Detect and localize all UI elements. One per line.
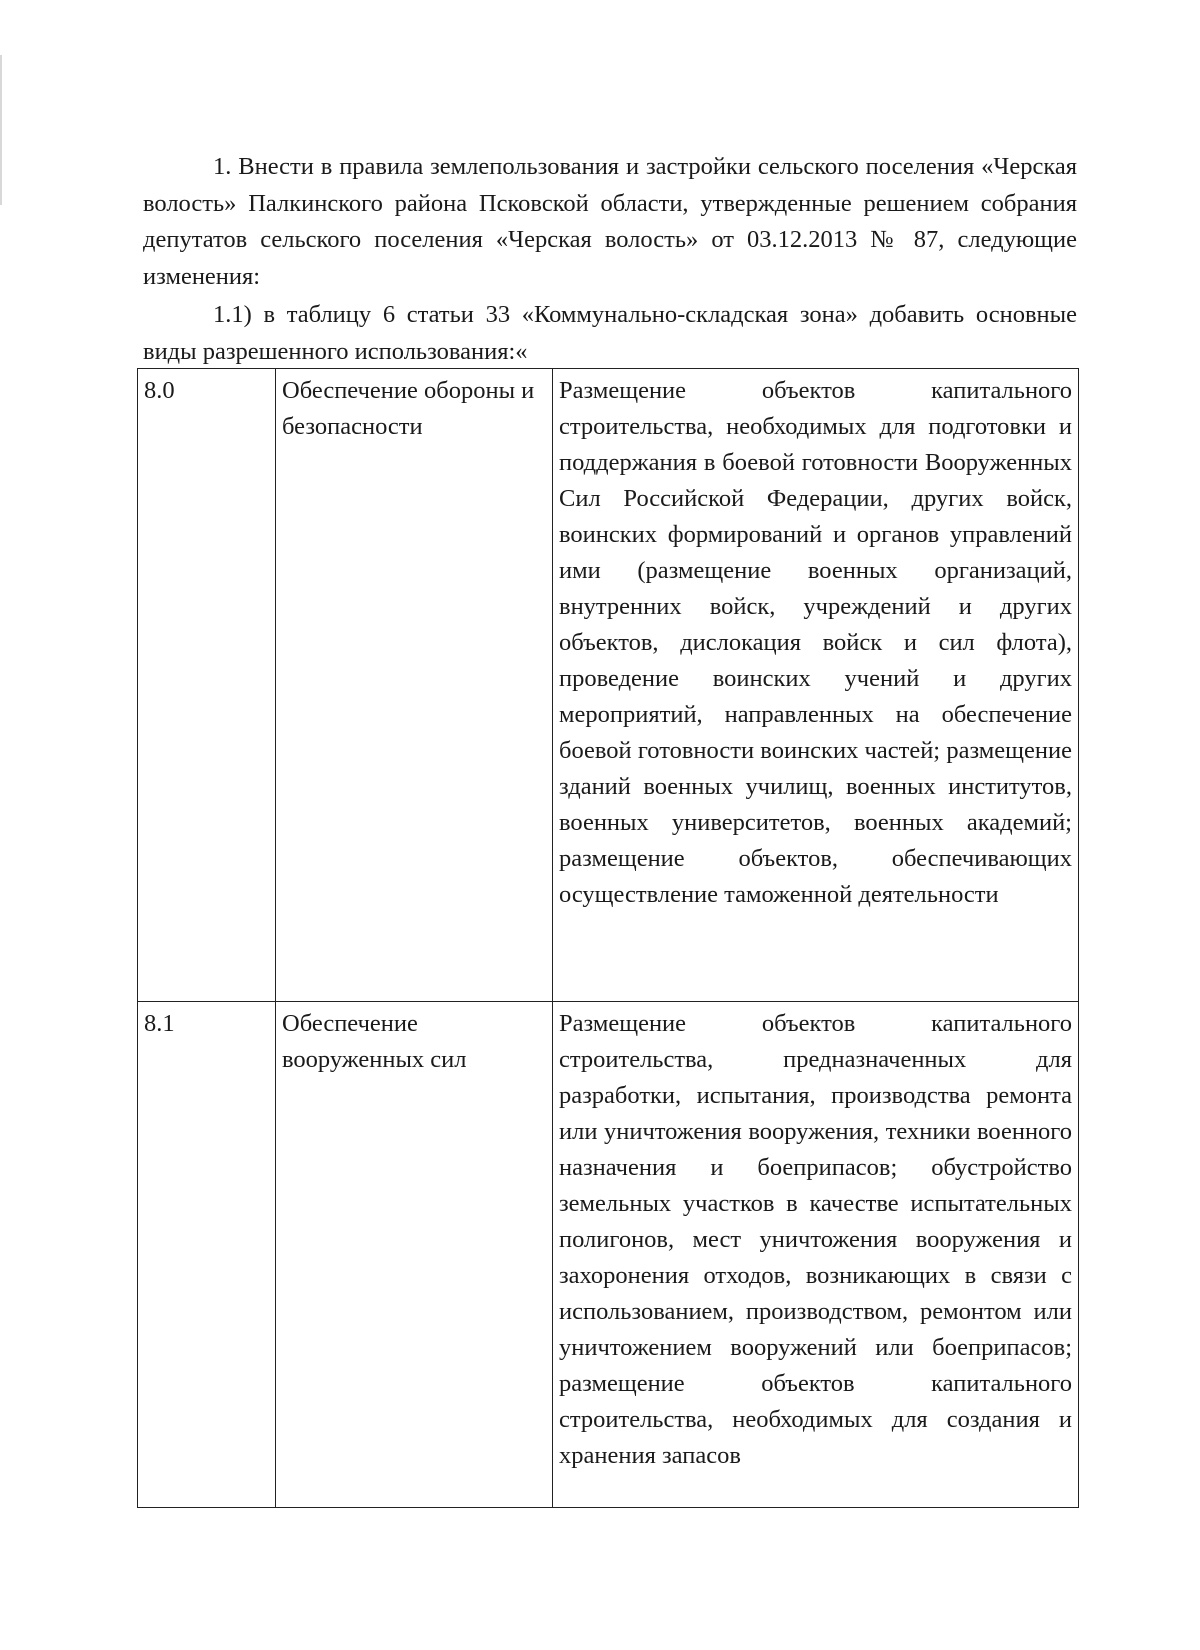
- paragraph-table-addition: 1.1) в таблицу 6 статьи 33 «Коммунально-складская зона» добавить основные виды разрешенного использования:«: [143, 301, 1077, 365]
- paragraph-amendment: 1. Внести в правила землепользования и застройки сельского поселения «Черская волость» Палкинского района Псковской области, утвержденные решением собрания депутатов сельского поселения «Черская волость» от 03.12.2013 № 87, следующие изменения:: [143, 153, 1077, 290]
- scan-edge-line: [0, 55, 2, 205]
- use-description-cell: [553, 1002, 1079, 1508]
- use-description-text: Размещение объектов капитального строительства, предназначенных для разработки, испытания, производства ремонта или уничтожения вооружения, техники военного назначения и боеприпасов; обустройство земельных участков в качестве испытательных полигонов, мест уничтожения вооружения и захоронения отходов, возникающих в связи с использованием, производством, ремонтом или уничтожением вооружений или боеприпасов; размещение объектов капитального строительства, необходимых для создания и хранения запасов: [559, 1010, 1072, 1469]
- table-row: [138, 369, 1079, 1002]
- use-name-cell: Обеспечение обороны и безопасности: [276, 369, 553, 1002]
- use-code-cell: 8.0: [138, 369, 276, 1002]
- use-name-cell: Обеспечение вооруженных сил: [276, 1002, 553, 1508]
- use-description-cell: [553, 369, 1079, 1002]
- use-description-text: Размещение объектов капитального строительства, необходимых для подготовки и поддержания в боевой готовности Вооруженных Сил Российской Федерации, других войск, воинских формирований и органов управлений ими (размещение военных организаций, внутренних войск, учреждений и других объектов, дислокация войск и сил флота), проведение воинских учений и других мероприятий, направленных на обеспечение боевой готовности воинских частей; размещение зданий военных училищ, военных институтов, военных университетов, военных академий; размещение объектов, обеспечивающих осуществление таможенной деятельности: [559, 377, 1072, 908]
- use-code-cell: 8.1: [138, 1002, 276, 1508]
- table-row: [138, 1002, 1079, 1508]
- land-use-table: [137, 368, 1079, 1508]
